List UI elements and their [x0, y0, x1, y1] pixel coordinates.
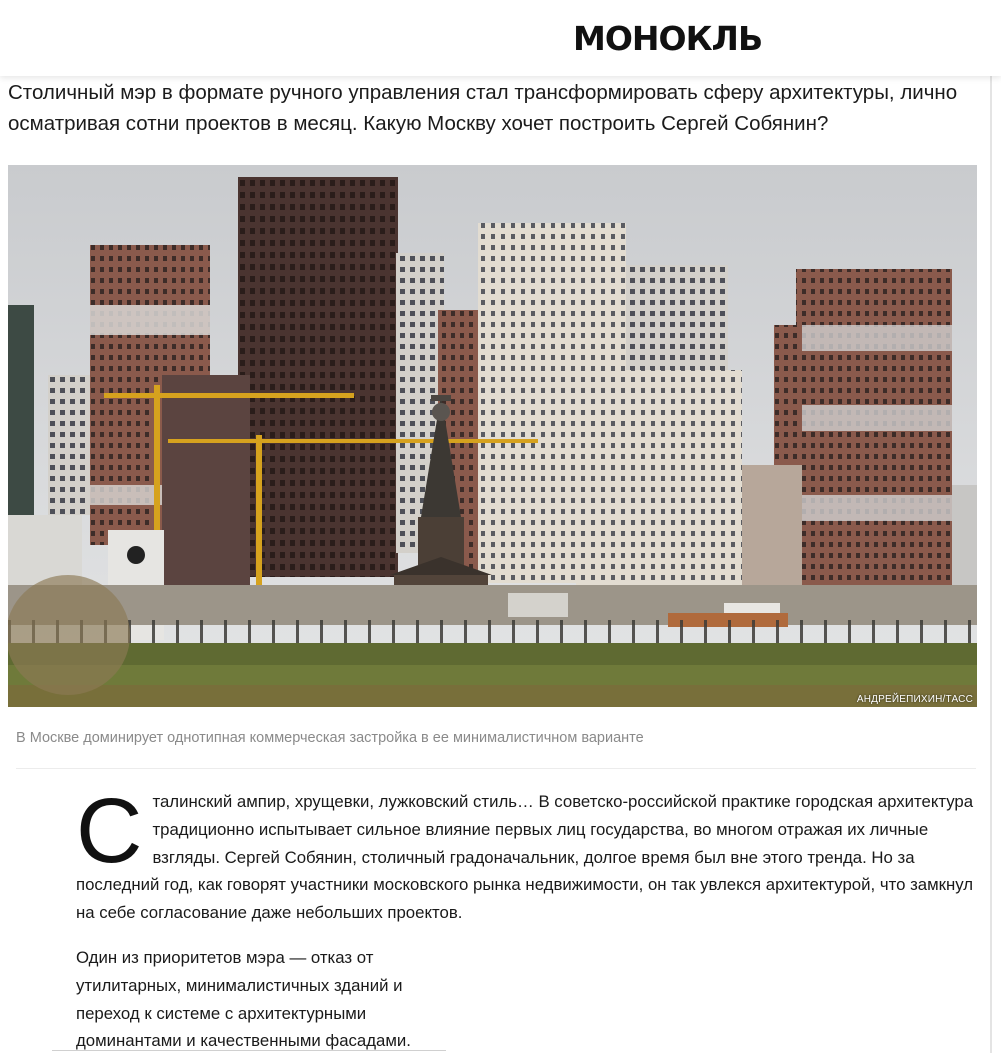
right-divider [990, 76, 992, 1053]
article-body [76, 780, 981, 927]
photo-credit: АНДРЕЙЕПИХИН/ТАСС [856, 694, 973, 705]
article-photo [8, 165, 977, 707]
drop-cap: С [76, 780, 143, 882]
site-logo[interactable]: МОНОКЛЬ [573, 19, 763, 58]
paragraph-1: талинский ампир, хрущевки, лужковский стиль… В советско-российской практике городская архитектура традиционно испытывает сильное влияние первых лиц государства, во многом отражая их личные взгляды. Сергей Собянин, столичный градоначальник, долгое время был вне этого тренда. Но за последний год, как говорят участники московского рынка недвижимости, он так увлекся архитектурой, что замкнул на себе согласование даже небольших проектов. [76, 792, 974, 923]
caption-divider [16, 768, 976, 769]
photo-caption: В Москве доминирует однотипная коммерческая застройка в ее минималистичном варианте [16, 730, 644, 746]
article-lead: Столичный мэр в формате ручного управления стал трансформировать сферу архитектуры, лично осматривая сотни проектов в месяц. Какую Москву хочет построить Сергей Собянин? [8, 81, 958, 135]
paragraph-2: Один из приоритетов мэра — отказ от утилитарных, минималистичных зданий и переход к системе с архитектурными доминантами и качественными фасадами. [76, 948, 411, 1051]
site-header [0, 0, 1001, 76]
bottom-divider [52, 1050, 446, 1051]
